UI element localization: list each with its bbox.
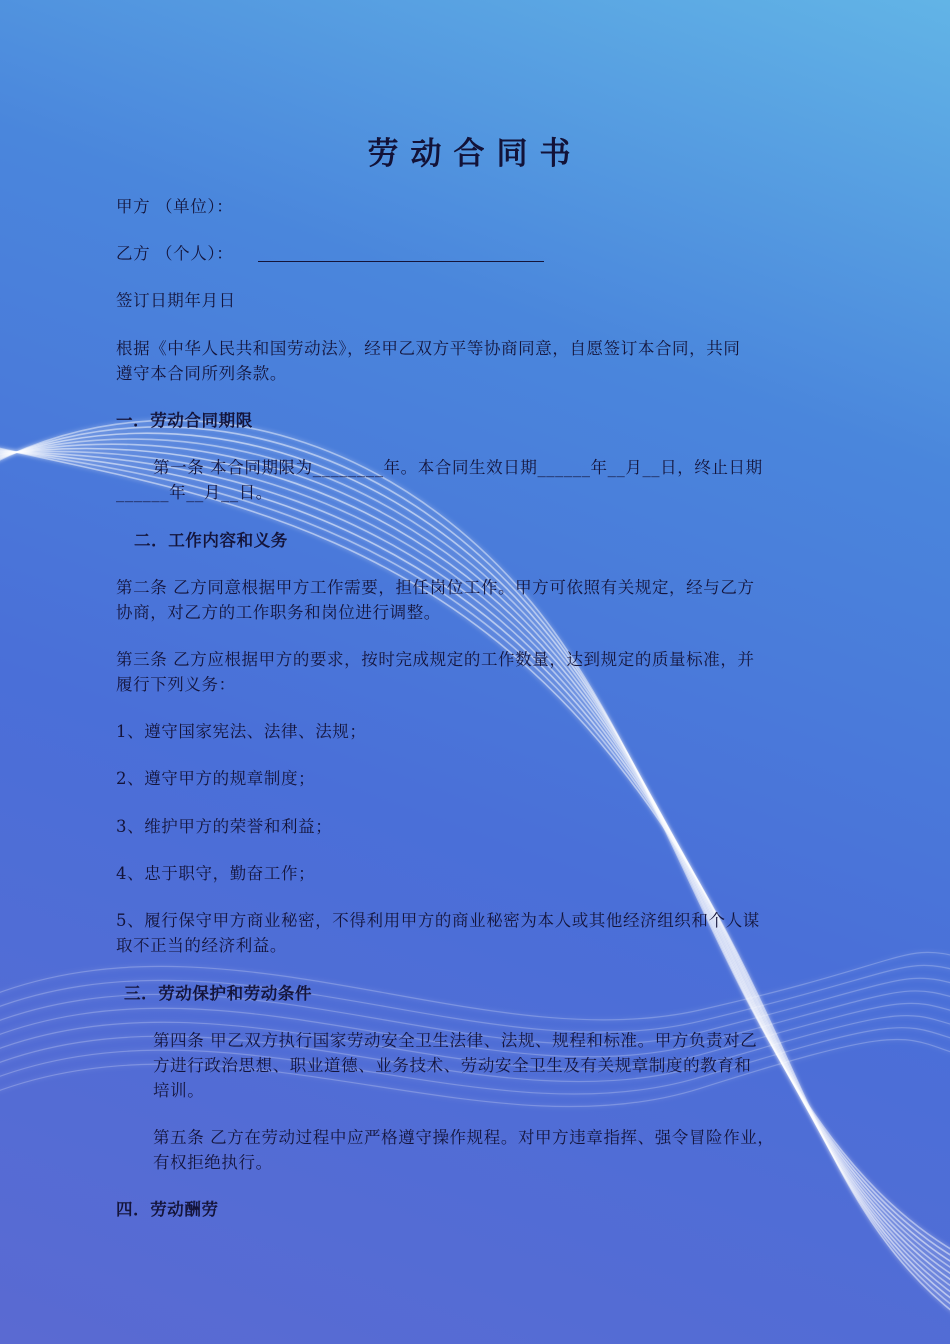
duty-item-5-line-2: 取不正当的经济利益。 [116,936,287,955]
section-2-heading: 二．工作内容和义务 [134,531,288,550]
duty-item-3: 3、维护甲方的荣誉和利益； [116,817,333,836]
duty-item-2: 2、遵守甲方的规章制度； [116,769,316,788]
article-1-line-2: ______年__月__日。 [116,483,273,502]
document-title: 劳动合同书 [367,136,583,172]
article-2-line-1: 第二条 乙方同意根据甲方工作需要，担任岗位工作。甲方可依照有关规定，经与乙方 [116,578,755,597]
duty-item-1: 1、遵守国家宪法、法律、法规； [116,722,367,741]
duty-item-4: 4、忠于职守，勤奋工作； [116,864,316,883]
preamble-line-1: 根据《中华人民共和国劳动法》，经甲乙双方平等协商同意，自愿签订本合同，共同 [116,339,741,358]
section-1-heading: 一．劳动合同期限 [116,411,253,430]
section-3-heading: 三．劳动保护和劳动条件 [124,984,313,1003]
article-2-line-2: 协商，对乙方的工作职务和岗位进行调整。 [116,603,441,622]
article-5-line-1: 第五条 乙方在劳动过程中应严格遵守操作规程。对甲方违章指挥、强令冒险作业， [153,1128,775,1147]
article-1-line-1: 第一条 本合同期限为________年。本合同生效日期______年__月__日，终止日期 [153,458,763,477]
article-4-line-1: 第四条 甲乙双方执行国家劳动安全卫生法律、法规、规程和标准。甲方负责对乙 [153,1031,758,1050]
party-b-blank-line [258,261,544,262]
preamble-line-2: 遵守本合同所列条款。 [116,364,287,383]
article-3-line-2: 履行下列义务： [116,675,236,694]
article-4-line-2: 方进行政治思想、职业道德、业务技术、劳动安全卫生及有关规章制度的教育和 [153,1056,752,1075]
party-a-field: 甲方 （单位）： [116,197,234,216]
article-5-line-2: 有权拒绝执行。 [153,1153,273,1172]
article-4-line-3: 培训。 [153,1081,205,1100]
duty-item-5-line-1: 5、履行保守甲方商业秘密，不得利用甲方的商业秘密为本人或其他经济组织和个人谋 [116,911,760,930]
article-3-line-1: 第三条 乙方应根据甲方的要求，按时完成规定的工作数量，达到规定的质量标准，并 [116,650,755,669]
party-b-field: 乙方 （个人）： [116,244,234,263]
section-4-heading: 四．劳动酬劳 [116,1200,219,1219]
sign-date: 签订日期年月日 [116,291,236,310]
